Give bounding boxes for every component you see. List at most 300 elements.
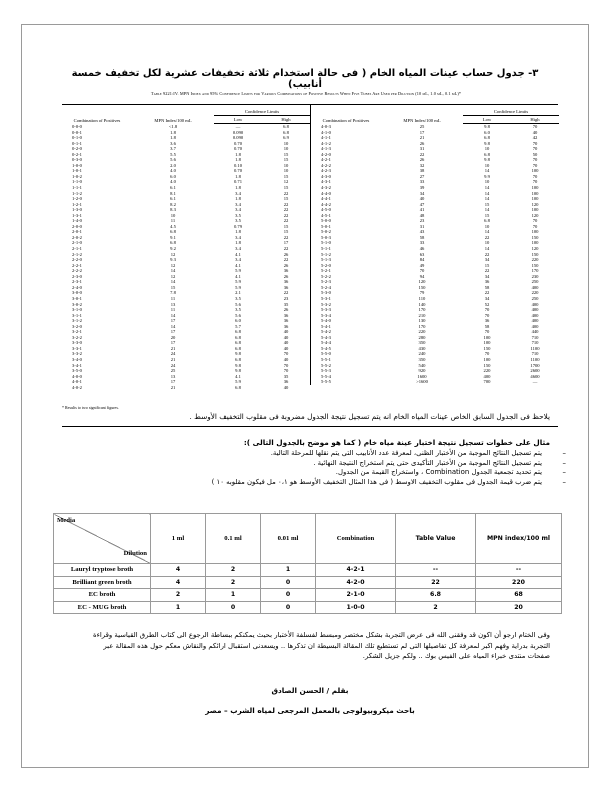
low-cell: 5.7 xyxy=(235,323,241,329)
low-cell: 3.5 xyxy=(235,307,241,313)
high-cell: 400 xyxy=(531,312,539,318)
high-cell: 36 xyxy=(283,379,289,385)
mpn-cell: 6.8 xyxy=(170,240,176,246)
high-cell: 70 xyxy=(283,362,289,368)
high-cell: 70 xyxy=(283,368,289,374)
low-cell: 9.8 xyxy=(484,124,490,129)
combination-cell: 5-5-2 xyxy=(321,362,331,368)
low-cell: 34 xyxy=(484,257,490,263)
low-cell: 34 xyxy=(484,273,490,279)
combination-cell: 3-5-0 xyxy=(72,368,82,374)
mpn-cell: 13 xyxy=(170,301,176,307)
mpn-cell: 11 xyxy=(170,218,176,224)
low-cell: 6.8 xyxy=(235,334,241,340)
combination-cell: 2-4-0 xyxy=(72,284,82,290)
mpn-cell: 11 xyxy=(170,307,176,313)
high-cell: 40 xyxy=(283,340,289,346)
combination-cell: 1-2-0 xyxy=(72,196,82,202)
low-cell: 6.8 xyxy=(235,356,241,362)
combination-cell: 2-2-0 xyxy=(72,257,82,263)
high-cell: 170 xyxy=(531,268,539,274)
high-cell: 36 xyxy=(283,312,289,318)
combination-cell: 5-1-3 xyxy=(321,257,331,263)
low-cell: 1.8 xyxy=(235,173,241,179)
high-cell: 22 xyxy=(283,290,289,296)
media-cell: Lauryl tryptose broth xyxy=(54,564,151,577)
mpn-cell: 25 xyxy=(170,368,176,374)
mpn-cell: 46 xyxy=(419,246,425,252)
mpn-cell: 4.0 xyxy=(170,168,176,174)
closing-paragraph: وفى الختام ارجو أن اكون قد وفقنى الله فى عرض التجربة بشكل مختصر ومبسط لفسلفة الأختبار بحيث يمكنكم ببساطة الرجوع الى كتاب الطرق القياسية وقراءة التجربة بدراية وفهم اكبر لمعرفة كل تفاصيلها التى لم تستطيع تلك المقالة البسيطة ان تذكرها .. ويسعدنى استقبال ارائكم والنقاش معكم حول هذه المقالة عبر صفحات منتدى خبراء المياه على الفيس بوك .. ولكم جزيل الشكر. xyxy=(93,631,550,660)
high-cell: 710 xyxy=(531,334,539,340)
combination-cell: 4-1-1 xyxy=(321,135,331,141)
combination-cell: 1-1-0 xyxy=(72,179,82,185)
high-cell: 120 xyxy=(531,212,539,218)
high-cell: 35 xyxy=(283,373,289,379)
mpn-cell: 8.1 xyxy=(170,190,176,196)
combination-cell: 5-4-0 xyxy=(321,318,331,324)
combination-cell: 4-5-0 xyxy=(321,207,331,213)
combination-cell: 1-2-1 xyxy=(72,201,82,207)
high-cell: 15 xyxy=(283,229,289,235)
combination-cell: 5-0-1 xyxy=(321,223,331,229)
low-cell: 3.5 xyxy=(235,218,241,224)
mpn-cell: 5.6 xyxy=(170,157,176,163)
combination-cell: 5-2-3 xyxy=(321,279,331,285)
low-cell: 10 xyxy=(484,146,490,152)
low-cell: 14 xyxy=(484,246,490,252)
high-cell: 150 xyxy=(531,251,539,257)
high-cell: 250 xyxy=(531,295,539,301)
step-item: – يتم تحديد تجمعية الجدول Combination ، واستخراج القيمة من الجدول. xyxy=(80,468,550,478)
mpn-cell: 430 xyxy=(418,345,426,351)
combination-cell: 4-4-2 xyxy=(321,201,331,207)
mpn-cell: 41 xyxy=(419,207,425,213)
combination-cell: 4-3-1 xyxy=(321,179,331,185)
value-cell: 2 xyxy=(396,601,476,614)
low-cell: 9.8 xyxy=(235,351,241,357)
low-cell: 0.090 xyxy=(232,129,244,135)
low-cell: 10 xyxy=(484,162,490,168)
combination-cell: 4-0-3 xyxy=(321,123,331,129)
low-cell: 150 xyxy=(483,345,491,351)
combination-cell: 5-0-2 xyxy=(321,229,331,235)
high-cell: 22 xyxy=(283,207,289,213)
mpn-cell: 31 xyxy=(419,223,425,229)
mpn-cell: 9.2 xyxy=(170,246,176,252)
mpn-cell: 4.0 xyxy=(170,179,176,185)
combination-cell: 5-0-0 xyxy=(321,218,331,224)
combination-cell: 5-2-2 xyxy=(321,273,331,279)
low-cell: 15 xyxy=(484,262,490,268)
mpn-cell: 280 xyxy=(418,334,426,340)
mpn-cell: 27 xyxy=(419,173,425,179)
low-cell: 5.9 xyxy=(235,279,241,285)
table-row xyxy=(54,589,562,602)
low-cell: 5.9 xyxy=(235,284,241,290)
mpn-cell: 110 xyxy=(418,295,426,301)
mpn-cell: 79 xyxy=(419,290,425,296)
low-cell: 6.8 xyxy=(484,151,490,157)
header-combination: Combination of Positives xyxy=(73,117,121,123)
high-cell: 40 xyxy=(283,334,289,340)
low-cell: 6.8 xyxy=(235,329,241,335)
high-cell: 400 xyxy=(531,307,539,313)
mpn-cell: 38 xyxy=(419,168,425,174)
combination-cell: 5-4-5 xyxy=(321,345,331,351)
low-cell: 15 xyxy=(484,201,490,207)
mpn-cell: 17 xyxy=(170,379,176,385)
high-cell: 10 xyxy=(283,162,289,168)
example-heading: مثال على خطوات تسجيل نتيجة اختبار عينة مياه خام ( كما هو موضح بالجدول التالى ): xyxy=(243,438,550,447)
low-cell: — xyxy=(235,124,241,129)
table-caption: Table 9221:IV. MPN Index and 95% Confidence Limits for Various Combinations of Positive Results When Five Tubes Are Used per Dilution (10 mL, 1.0 mL, 0.1 mL)* xyxy=(150,91,462,96)
low-cell: 22 xyxy=(484,251,490,257)
low-cell: 10 xyxy=(484,223,490,229)
combination-cell: 4-0-1 xyxy=(72,379,82,385)
combination-cell: 5-3-0 xyxy=(321,290,331,296)
high-cell: 10 xyxy=(283,140,289,146)
mpn-cell: 220 xyxy=(418,329,426,335)
low-cell: 1.8 xyxy=(235,229,241,235)
high-cell: 120 xyxy=(531,201,539,207)
header-col: 0.1 ml xyxy=(206,514,261,564)
mpn-cell: 3.6 xyxy=(170,140,176,146)
combination-cell: 5-4-3 xyxy=(321,334,331,340)
high-cell: 17 xyxy=(283,240,289,246)
high-cell: 120 xyxy=(531,246,539,252)
mpn-cell: 21 xyxy=(170,345,176,351)
author-title: باحث ميكروبيولوجى بالمعمل المرجعى لمياه الشرب – مصر xyxy=(205,706,415,715)
high-cell: 70 xyxy=(532,223,538,229)
mpn-cell: <1.8 xyxy=(168,123,178,129)
high-cell: 22 xyxy=(283,201,289,207)
mpn-table xyxy=(62,104,558,390)
high-cell: 10 xyxy=(283,168,289,174)
media-cell: EC - MUG broth xyxy=(54,601,151,614)
low-cell: 6.8 xyxy=(235,384,241,390)
combination-cell: 4-1-0 xyxy=(321,129,331,135)
mpn-cell: 1.8 xyxy=(170,129,176,135)
low-cell: 22 xyxy=(484,268,490,274)
mpn-cell: 120 xyxy=(418,279,426,285)
high-cell: 23 xyxy=(283,295,289,301)
combination-cell: 3-0-0 xyxy=(72,290,82,296)
low-cell: 3.4 xyxy=(235,201,241,207)
high-cell: 22 xyxy=(283,234,289,240)
mpn-cell: 58 xyxy=(419,234,425,240)
high-cell: 15 xyxy=(283,173,289,179)
mpn-cell: 63 xyxy=(419,251,425,257)
combination-cell: 3-3-2 xyxy=(72,351,82,357)
combination-cell: 4-5-1 xyxy=(321,212,331,218)
mpn-cell: 350 xyxy=(418,340,426,346)
header-mpn: MPN Index/100 mL xyxy=(154,117,192,123)
example-table xyxy=(53,513,562,614)
mpn-cell: 12 xyxy=(170,262,176,268)
combination-cell: 2-2-2 xyxy=(72,268,82,274)
mpn-cell: 150 xyxy=(418,284,426,290)
combination-cell: 4-2-3 xyxy=(321,168,331,174)
low-cell: 3.4 xyxy=(235,190,241,196)
combination-cell: 5-3-4 xyxy=(321,312,331,318)
header-media: Media xyxy=(57,517,76,524)
mpn-cell: 26 xyxy=(419,140,425,146)
high-cell: 22 xyxy=(283,190,289,196)
mpn-cell: 130 xyxy=(418,318,426,324)
table-footnote: * Results to two significant figures. xyxy=(62,405,119,410)
high-cell: 70 xyxy=(532,140,538,146)
value-cell: 0 xyxy=(206,601,261,614)
high-cell: 710 xyxy=(531,340,539,346)
high-cell: 15 xyxy=(283,185,289,191)
high-cell: 100 xyxy=(531,185,539,191)
header-confidence: Confidence Limits xyxy=(214,105,310,116)
value-cell: 6.8 xyxy=(396,589,476,602)
high-cell: 50 xyxy=(532,151,538,157)
high-cell: 15 xyxy=(283,223,289,229)
mpn-cell: 22 xyxy=(419,151,425,157)
combination-cell: 4-2-0 xyxy=(321,151,331,157)
header-col: MPN index/100 ml xyxy=(476,514,562,564)
high-cell: 40 xyxy=(283,345,289,351)
value-cell: -- xyxy=(476,564,562,577)
combination-cell: 5-4-1 xyxy=(321,323,331,329)
mpn-cell: 6.1 xyxy=(170,196,176,202)
combination-cell: 2-3-0 xyxy=(72,273,82,279)
high-cell: 100 xyxy=(531,207,539,213)
value-cell: 4 xyxy=(151,564,206,577)
low-cell: 4.1 xyxy=(235,373,241,379)
combination-cell: 5-3-3 xyxy=(321,307,331,313)
high-cell: 22 xyxy=(283,257,289,263)
high-cell: 22 xyxy=(283,218,289,224)
mpn-cell: 6.1 xyxy=(170,185,176,191)
value-cell: 0 xyxy=(261,589,316,602)
mpn-cell: 21 xyxy=(170,384,176,390)
value-cell: 1 xyxy=(261,564,316,577)
high-cell: 15 xyxy=(283,157,289,163)
combination-cell: 0-2-0 xyxy=(72,146,82,152)
high-cell: 22 xyxy=(283,246,289,252)
combination-cell: 0-2-1 xyxy=(72,151,82,157)
high-cell: 1700 xyxy=(530,362,540,368)
value-cell: 2 xyxy=(206,564,261,577)
value-cell: 2 xyxy=(151,589,206,602)
header-mpn: MPN Index/100 mL xyxy=(403,117,441,123)
combination-cell: 4-4-0 xyxy=(321,190,331,196)
mpn-cell: 10 xyxy=(170,212,176,218)
mpn-cell: 49 xyxy=(419,262,425,268)
mpn-cell: 15 xyxy=(170,284,176,290)
low-cell: 1.8 xyxy=(235,196,241,202)
combination-cell: 2-3-1 xyxy=(72,279,82,285)
low-cell: 220 xyxy=(483,368,491,374)
low-cell: 22 xyxy=(484,234,490,240)
low-cell: 6.8 xyxy=(484,135,490,141)
mpn-cell: 6.8 xyxy=(170,229,176,235)
high-cell: 220 xyxy=(531,290,539,296)
mpn-cell: 17 xyxy=(170,340,176,346)
low-cell: 3.4 xyxy=(235,257,241,263)
value-cell: 4-2-0 xyxy=(316,576,396,589)
step-item: – يتم تسجيل النتائج الموجبة من الأختبار الظنى، لمعرفة عدد الأنابيب التى يتم نقلها للمرحلة التالية. xyxy=(80,449,550,459)
combination-cell: 5-1-1 xyxy=(321,246,331,252)
combination-cell: 5-5-0 xyxy=(321,351,331,357)
high-cell: 6.8 xyxy=(283,124,289,129)
media-cell: EC broth xyxy=(54,589,151,602)
header-high: High xyxy=(262,116,310,124)
header-col: Table Value xyxy=(396,514,476,564)
combination-cell: 5-2-4 xyxy=(321,284,331,290)
steps-list xyxy=(80,449,550,487)
mpn-cell: 920 xyxy=(418,368,426,374)
low-cell: 0.70 xyxy=(233,146,243,152)
combination-cell: 5-1-0 xyxy=(321,240,331,246)
low-cell: 9.8 xyxy=(235,362,241,368)
low-cell: 0.10 xyxy=(233,162,243,168)
mpn-cell: 140 xyxy=(418,301,426,307)
high-cell: 70 xyxy=(532,218,538,224)
low-cell: 3.4 xyxy=(235,234,241,240)
header-low: Low xyxy=(214,116,262,124)
low-cell: 6.8 xyxy=(235,345,241,351)
low-cell: 5.9 xyxy=(235,379,241,385)
mpn-cell: 48 xyxy=(419,212,425,218)
high-cell: 4600 xyxy=(530,373,540,379)
low-cell: 58 xyxy=(484,323,490,329)
low-cell: 100 xyxy=(483,334,491,340)
combination-cell: 2-0-1 xyxy=(72,229,82,235)
mpn-cell: 14 xyxy=(170,312,176,318)
mpn-cell: 21 xyxy=(170,356,176,362)
high-cell: 100 xyxy=(531,240,539,246)
high-cell: 70 xyxy=(532,146,538,152)
combination-cell: 1-0-2 xyxy=(72,173,82,179)
high-cell: 40 xyxy=(283,384,289,390)
high-cell: 100 xyxy=(531,229,539,235)
mpn-cell: 34 xyxy=(419,190,425,196)
combination-cell: 2-0-2 xyxy=(72,234,82,240)
low-cell: 34 xyxy=(484,295,490,301)
combination-cell: 1-0-0 xyxy=(72,162,82,168)
combination-cell: 4-2-1 xyxy=(321,157,331,163)
author-signature: بقلم / الحسن الصادق xyxy=(271,686,349,695)
mpn-cell: 24 xyxy=(170,362,176,368)
combination-cell: 4-3-0 xyxy=(321,173,331,179)
mpn-cell: 12 xyxy=(170,251,176,257)
low-cell: 70 xyxy=(484,312,490,318)
combination-cell: 5-2-1 xyxy=(321,268,331,274)
mpn-cell: 32 xyxy=(419,162,425,168)
mpn-cell: 25 xyxy=(419,123,425,129)
combination-cell: 1-0-1 xyxy=(72,168,82,174)
low-cell: 100 xyxy=(483,340,491,346)
high-cell: 400 xyxy=(531,318,539,324)
high-cell: 70 xyxy=(283,351,289,357)
low-cell: 0.70 xyxy=(233,168,243,174)
high-cell: 6.8 xyxy=(283,129,289,135)
table-row xyxy=(54,564,562,577)
low-cell: 1.8 xyxy=(235,151,241,157)
high-cell: 6.9 xyxy=(283,135,289,141)
combination-cell: 3-0-1 xyxy=(72,295,82,301)
combination-cell: 4-4-1 xyxy=(321,196,331,202)
combination-cell: 4-3-2 xyxy=(321,185,331,191)
high-cell: 40 xyxy=(283,356,289,362)
value-cell: 20 xyxy=(476,601,562,614)
high-cell: 150 xyxy=(531,262,539,268)
high-cell: 1100 xyxy=(530,356,540,362)
mpn-cell: 8.2 xyxy=(170,201,176,207)
high-cell: 100 xyxy=(531,190,539,196)
low-cell: 0.090 xyxy=(232,135,244,141)
combination-cell: 5-4-4 xyxy=(321,340,331,346)
low-cell: 14 xyxy=(484,185,490,191)
combination-cell: 5-5-3 xyxy=(321,368,331,374)
high-cell: 35 xyxy=(283,301,289,307)
mpn-cell: 14 xyxy=(170,323,176,329)
low-cell: 2.1 xyxy=(235,290,241,296)
combination-cell: 2-0-0 xyxy=(72,223,82,229)
high-cell: 40 xyxy=(283,329,289,335)
high-cell: 230 xyxy=(531,273,539,279)
low-cell: 6.0 xyxy=(235,318,241,324)
high-cell: 100 xyxy=(531,168,539,174)
low-cell: 36 xyxy=(484,279,490,285)
mpn-cell: 23 xyxy=(419,218,425,224)
low-cell: 15 xyxy=(484,212,490,218)
value-cell: 4 xyxy=(151,576,206,589)
combination-cell: 5-3-1 xyxy=(321,295,331,301)
high-cell: 2600 xyxy=(530,368,540,374)
combination-cell: 0-0-1 xyxy=(72,129,82,135)
value-cell: 4-2-1 xyxy=(316,564,396,577)
header-confidence: Confidence Limits xyxy=(463,105,559,116)
combination-cell: 2-1-2 xyxy=(72,251,82,257)
low-cell: 10 xyxy=(484,179,490,185)
high-cell: 36 xyxy=(283,323,289,329)
high-cell: 26 xyxy=(283,262,289,268)
mpn-cell: 8.3 xyxy=(170,207,176,213)
low-cell: 70 xyxy=(484,329,490,335)
mpn-cell: 350 xyxy=(418,356,426,362)
high-cell: 440 xyxy=(531,329,539,335)
combination-cell: 3-1-2 xyxy=(72,318,82,324)
mpn-cell: 170 xyxy=(418,307,426,313)
low-cell: 6.8 xyxy=(235,340,241,346)
value-cell: 0 xyxy=(261,576,316,589)
mpn-cell: 2.0 xyxy=(170,162,176,168)
combination-cell: 4-2-2 xyxy=(321,162,331,168)
mpn-cell: 14 xyxy=(170,268,176,274)
combination-cell: 1-3-0 xyxy=(72,207,82,213)
high-cell: 22 xyxy=(283,212,289,218)
low-cell: 9.8 xyxy=(484,157,490,163)
combination-cell: 1-3-1 xyxy=(72,212,82,218)
mpn-cell: 84 xyxy=(419,257,425,263)
mpn-cell: 13 xyxy=(170,373,176,379)
combination-cell: 5-3-2 xyxy=(321,301,331,307)
low-cell: 400 xyxy=(483,373,491,379)
combination-cell: 5-5-4 xyxy=(321,373,331,379)
low-cell: 9.9 xyxy=(484,173,490,179)
mpn-cell: 40 xyxy=(419,196,425,202)
combination-cell: 2-1-1 xyxy=(72,246,82,252)
low-cell: 3.5 xyxy=(235,212,241,218)
header-low: Low xyxy=(463,116,511,124)
media-cell: Brilliant green broth xyxy=(54,576,151,589)
